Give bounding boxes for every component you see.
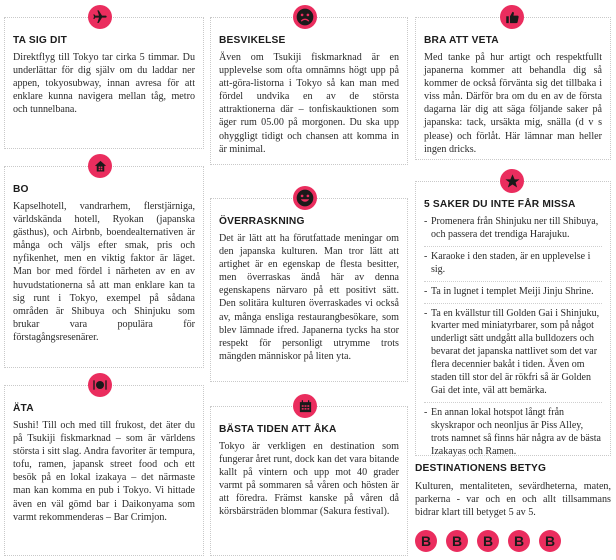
thumbs-up-icon [500, 5, 524, 29]
airplane-icon [88, 5, 112, 29]
section-title: BÄSTA TIDEN ATT ÅKA [219, 424, 337, 435]
rating-title: DESTINATIONENS BETYG [415, 463, 547, 474]
section-bo [4, 166, 204, 368]
happy-face-icon [293, 186, 317, 210]
section-body: Sushi! Till och med till frukost, det äter du på Tsukiji fiskmarknad – som är världens största i sitt slag. Andra favoriter är tempura, tofu, ramen, japansk street food och ett besök på en lokal izakaya – det närmaste man kan komma en pub i Tokyo. Vi hittade även en väl gömd bar i Daikonyama som varmt rekommenderas – Bar Crimjon. [13, 420, 195, 523]
rating-b-icon: B [446, 530, 468, 552]
sad-face-icon [293, 5, 317, 29]
section-title: 5 SAKER DU INTE FÅR MISSA [424, 199, 576, 210]
section-basta-tiden [210, 406, 408, 556]
plate-cutlery-icon [88, 373, 112, 397]
rating-b-icon: B [539, 530, 561, 552]
house-icon [88, 154, 112, 178]
list-item: - Ta en kvällstur till Golden Gai i Shinjuku, kvarter med miniatyrbarer, som på något underligt sätt undgått alla bulldozers och bevarat det japanska nattlivet som det var flera decennier bakåt i tiden. Även om staden till stor del är rökfri så är Golden Gai det inte, väl att bemärka. [424, 308, 602, 403]
rating-b-icon: B [415, 530, 437, 552]
section-title: ÖVERRASKNING [219, 216, 305, 227]
rating-b-icon: B [477, 530, 499, 552]
section-title: BRA ATT VETA [424, 35, 499, 46]
section-body: Med tanke på hur artigt och respektfullt japanerna kommer att behandla dig så kommer de också förvänta sig det tillbaka i viss mån. Därför bra om du en av de första dagarna lär dig att säga följande saker på japanska: tack, ursäkta mig, snälla (d v s please) och förlåt. Här lämnar man heller ingen dricks. [424, 52, 602, 155]
list-item: - Promenera från Shinjuku ner till Shibuya, och passera det trendiga Harajuku. [424, 216, 602, 247]
list-item: - Karaoke i den staden, är en upplevelse i sig. [424, 251, 602, 282]
section-saker [415, 181, 611, 456]
section-body: Kapselhotell, vandrarhem, flerstjärniga, världskända hotell, Ryokan (japanska gästhus), och Airbnb, boendealternativen är många och väljs efter smak, pris och nyfikenhet, men en viktig faktor är läget. Man bor med fördel i närheten av en av huvudstationerna så att man enklare kan ta sig runt i Tokyo, exempel på sådana områden är Shibuya och Shinjuku som brukar vara populära för förstagångsresenärer. [13, 201, 195, 343]
section-title: BESVIKELSE [219, 35, 286, 46]
section-body: Direktflyg till Tokyo tar cirka 5 timmar. Du underlättar för dig själv om du laddar ner appen, tokyosubway, innan avresa för att enklare kunna navigera mellan tåg, metro och tunnelbana. [13, 52, 195, 116]
section-title: TA SIG DIT [13, 35, 68, 46]
star-icon [500, 169, 524, 193]
section-body: Tokyo är verkligen en destination som fungerar året runt, dock kan det vara bitande kallt på vintern och upp mot 40 grader varmt på sommaren så våren och hösten är att föredra. Främst kanske på våren då körsbärsträden blommar (Sakura festival). [219, 441, 399, 518]
list-item: - Ta in lugnet i templet Meiji Jinju Shrine. [424, 286, 602, 304]
calendar-icon [293, 394, 317, 418]
rating-b-icon: B [508, 530, 530, 552]
list-item: - En annan lokal hotspot långt från skyskrapor och neonljus är Piss Alley, trots namnet så finns här några av de bästa Izakayas och Ramen. [424, 407, 602, 463]
rating-badges [415, 530, 561, 552]
section-body: Även om Tsukiji fiskmarknad är en upplevelse som ofta omnämns högt upp på att-göra-listorna i Tokyo så kan man med fördel undvika en av de största attraktionerna där – tonfiskauktionen som äger rum 05.00 på morgonen. Du ska upp ohyggligt tidigt och chansen att komma in är minimal. [219, 52, 399, 155]
section-besvikelse [210, 17, 408, 165]
section-overraskning [210, 198, 408, 382]
section-ta-sig-dit [4, 17, 204, 149]
must-see-list [424, 216, 602, 463]
section-body: Det är lätt att ha förutfattade meningar om den japanska kulturen. Man tror lätt att artighet är en egenskap de flesta besitter, men överraskas ändå här av denna egenskapens närvaro på ett positivt sätt. Den solitära kulturen överraskades vi också av, många ensliga restaurangbesökare, som blev lämnade ifred. Japanerna tycks ha stor respekt för personligt utrymme trots mängden människor på liten yta. [219, 233, 399, 362]
section-ata [4, 385, 204, 556]
section-title: ÄTA [13, 403, 34, 414]
rating-text: Kulturen, mentaliteten, sevärdheterna, maten, parkerna - var och en och allt tillsammans bidrar klart till betyget 5 av 5. [415, 481, 611, 519]
section-title: BO [13, 184, 29, 195]
section-bra-att-veta [415, 17, 611, 160]
